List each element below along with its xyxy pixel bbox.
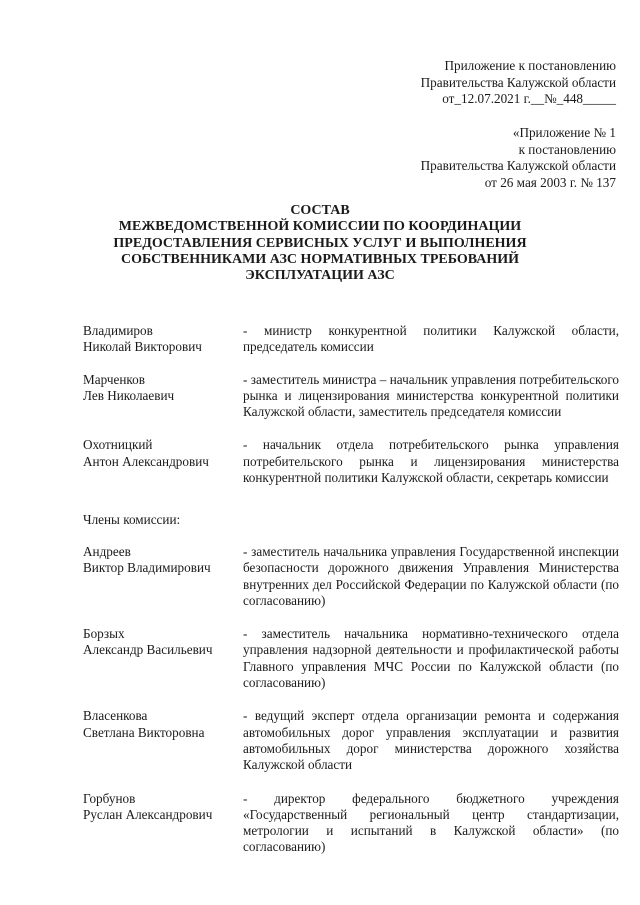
member-given-names: Лев Николаевич <box>83 387 175 403</box>
appendix-header-original <box>421 125 616 191</box>
appendix-header-current <box>421 58 616 108</box>
member-given-names: Антон Александрович <box>83 453 209 469</box>
member-surname: Охотницкий <box>83 437 153 453</box>
member-name <box>83 708 243 773</box>
member-name <box>83 323 243 356</box>
appendix-line: Правительства Калужской области <box>420 74 616 90</box>
member-given-names: Александр Васильевич <box>83 642 213 658</box>
member-name <box>83 626 243 691</box>
member-entry <box>83 708 619 773</box>
member-surname: Борзых <box>83 626 125 642</box>
member-role: - начальник отдела потребительского рынка управления потребительского рынка и лицензирования министерства конкурентной политики Калужской области, секретарь комиссии <box>243 437 619 486</box>
member-role: - заместитель начальника нормативно-технического отдела управления надзорной деятельности и профилактической работы Главного управления МЧС России по Калужской области (по согласованию) <box>243 626 619 691</box>
member-surname: Власенкова <box>83 708 148 724</box>
member-entry <box>83 372 619 421</box>
title-line: СОБСТВЕННИКАМИ АЗС НОРМАТИВНЫХ ТРЕБОВАНИЙ <box>120 251 520 267</box>
member-surname: Марченков <box>83 371 145 387</box>
appendix-line: от 26 мая 2003 г. № 137 <box>484 174 616 190</box>
member-name <box>83 372 243 421</box>
member-given-names: Виктор Владимирович <box>83 560 211 576</box>
member-given-names: Светлана Викторовна <box>83 724 205 740</box>
title-line: ПРЕДОСТАВЛЕНИЯ СЕРВИСНЫХ УСЛУГ И ВЫПОЛНЕНИЯ <box>113 235 527 251</box>
member-entry <box>83 323 619 356</box>
member-name <box>83 791 243 856</box>
member-surname: Андреев <box>83 544 131 559</box>
title-line: СОСТАВ <box>290 203 350 218</box>
title-line: МЕЖВЕДОМСТВЕННОЙ КОМИССИИ ПО КООРДИНАЦИИ <box>118 219 522 235</box>
member-name <box>83 544 243 609</box>
members-list <box>83 544 619 856</box>
member-entry <box>83 791 619 856</box>
member-name <box>83 437 243 486</box>
document-title <box>60 203 580 284</box>
member-entry <box>83 626 619 691</box>
leadership-list <box>83 323 619 486</box>
member-role: - директор федерального бюджетного учреждения «Государственный региональный центр стандартизации, метрологии и испытаний в Калужской области» (по согласованию) <box>243 790 619 855</box>
member-role: - заместитель начальника управления Государственной инспекции безопасности дорожного движения Управления Министерства внутренних дел Российской Федерации по Калужской области (по согласованию) <box>243 544 619 608</box>
title-line: ЭКСПЛУАТАЦИИ АЗС <box>245 268 395 284</box>
appendix-line: к постановлению <box>518 141 616 157</box>
member-role: - заместитель министра – начальник управления потребительского рынка и лицензирования министерства конкурентной политики Калужской области, заместитель председателя комиссии <box>243 371 619 420</box>
member-given-names: Руслан Александрович <box>83 806 213 822</box>
member-entry <box>83 437 619 486</box>
member-role: - министр конкурентной политики Калужской области, председатель комиссии <box>243 323 619 355</box>
member-surname: Горбунов <box>83 790 136 806</box>
appendix-line: Приложение к постановлению <box>444 58 616 73</box>
appendix-line: «Приложение № 1 <box>512 125 616 140</box>
appendix-line: от_12.07.2021 г.__№_448_____ <box>442 91 616 106</box>
member-given-names: Николай Викторович <box>83 339 202 355</box>
appendix-line: Правительства Калужской области <box>420 158 616 173</box>
member-entry <box>83 544 619 609</box>
member-surname: Владимиров <box>83 323 153 338</box>
members-section-label: Члены комиссии: <box>83 512 181 527</box>
member-role: - ведущий эксперт отдела организации ремонта и содержания автомобильных дорог управления эксплуатации и развития автомобильных дорог министерства дорожного хозяйства Калужской области <box>243 708 619 773</box>
